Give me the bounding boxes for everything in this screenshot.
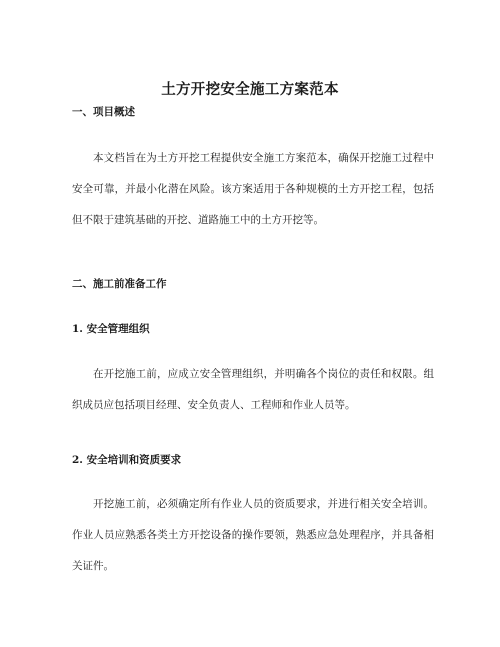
subsection2-heading: 2. 安全培训和资质要求 xyxy=(72,454,182,466)
subsection2-paragraph: 开挖施工前，必须确定所有作业人员的资质要求，并进行相关安全培训。作业人员应熟悉各类土方开挖设备的操作要领，熟悉应急处理程序，并具备相关证件。 xyxy=(72,498,434,572)
document-title: 土方开挖安全施工方案范本 xyxy=(161,81,339,98)
subsection1-heading: 1. 安全管理组织 xyxy=(72,323,150,335)
subsection1-paragraph: 在开挖施工前，应成立安全管理组织，并明确各个岗位的责任和权限。组织成员应包括项目经理、安全负责人、工程师和作业人员等。 xyxy=(72,368,434,411)
section2-heading: 二、施工前准备工作 xyxy=(72,278,167,290)
section1-paragraph: 本文档旨在为土方开挖工程提供安全施工方案范本，确保开挖施工过程中安全可靠，并最小化潜在风险。该方案适用于各种规模的土方开挖工程，包括但不限于建筑基础的开挖、道路施工中的土方开挖等。 xyxy=(72,152,434,226)
section1-heading: 一、项目概述 xyxy=(72,106,135,118)
